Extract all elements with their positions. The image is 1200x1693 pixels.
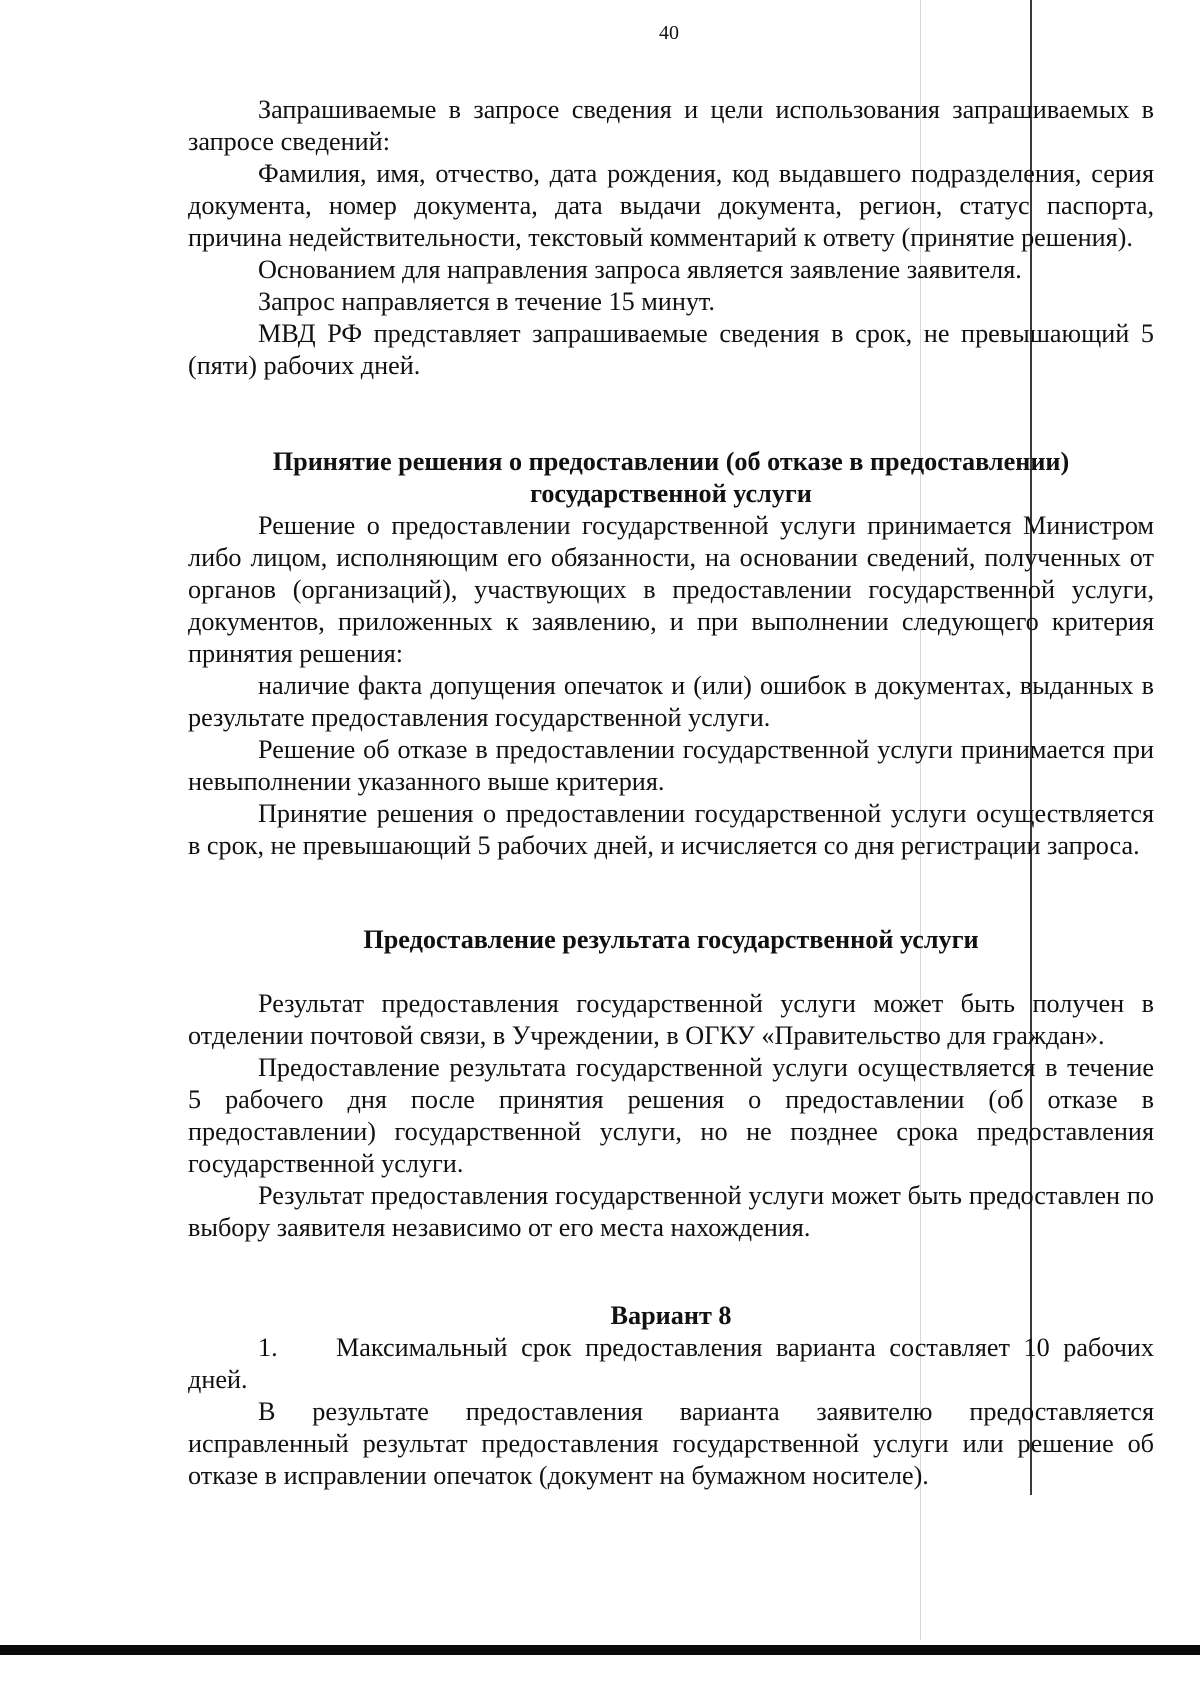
paragraph: Запрос направляется в течение 15 минут. [258, 287, 715, 316]
heading-line: государственной услуги [530, 479, 812, 508]
paragraph: Решение о предоставлении государственной услуги принимается Министром либо лицом, исполняющим его обязанности, на основании сведений, полученных от органов (организаций), участвующих в предоставлении государственной услуги, документов, приложенных к заявлению, и при выполнении следующего критерия принятия решения: [188, 511, 1154, 668]
section-heading: Вариант 8 [610, 1301, 732, 1330]
numbered-item [188, 1332, 1154, 1396]
item-number: 1. [258, 1333, 278, 1362]
section-decision [188, 446, 1154, 862]
paragraph: В результате предоставления варианта заявителю предоставляется исправленный результат предоставления государственной услуги или решение об отказе в исправлении опечаток (документ на бумажном носителе). [188, 1397, 1154, 1490]
section-heading: Предоставление результата государственной услуги [363, 925, 979, 954]
paragraph: Запрашиваемые в запросе сведения и цели использования запрашиваемых в запросе сведений: [188, 95, 1154, 156]
section-heading [188, 446, 1154, 510]
paragraph: Решение об отказе в предоставлении государственной услуги принимается при невыполнении указанного выше критерия. [188, 735, 1154, 796]
page-number: 40 [659, 22, 679, 44]
paragraph: Фамилия, имя, отчество, дата рождения, код выдавшего подразделения, серия документа, номер документа, дата выдачи документа, регион, статус паспорта, причина недействительности, текстовый комментарий к ответу (принятие решения). [188, 159, 1154, 252]
section-variant-8 [188, 1300, 1154, 1492]
paragraph: Принятие решения о предоставлении государственной услуги осуществляется в срок, не превышающий 5 рабочих дней, и исчисляется со дня регистрации запроса. [188, 799, 1154, 860]
item-text: Максимальный срок предоставления варианта составляет 10 рабочих дней. [188, 1333, 1154, 1394]
paragraph: МВД РФ представляет запрашиваемые сведения в срок, не превышающий 5 (пяти) рабочих дней. [188, 319, 1154, 380]
paragraph: Результат предоставления государственной услуги может быть получен в отделении почтовой связи, в Учреждении, в ОГКУ «Правительство для граждан». [188, 989, 1154, 1050]
paragraph: Предоставление результата государственной услуги осуществляется в течение 5 рабочего дня после принятия решения о предоставлении (об отказе в предоставлении) государственной услуги, но не позднее срока предоставления государственной услуги. [188, 1053, 1154, 1178]
heading-line: Принятие решения о предоставлении (об отказе в предоставлении) [272, 447, 1070, 476]
paragraph: Основанием для направления запроса является заявление заявителя. [258, 255, 1022, 284]
section-result-delivery [188, 924, 1154, 1244]
section-requested-info [188, 94, 1154, 382]
paragraph: Результат предоставления государственной услуги может быть предоставлен по выбору заявителя независимо от его места нахождения. [188, 1181, 1154, 1242]
scan-border [0, 1645, 1200, 1655]
paragraph: наличие факта допущения опечаток и (или) ошибок в документах, выданных в результате предоставления государственной услуги. [188, 671, 1154, 732]
